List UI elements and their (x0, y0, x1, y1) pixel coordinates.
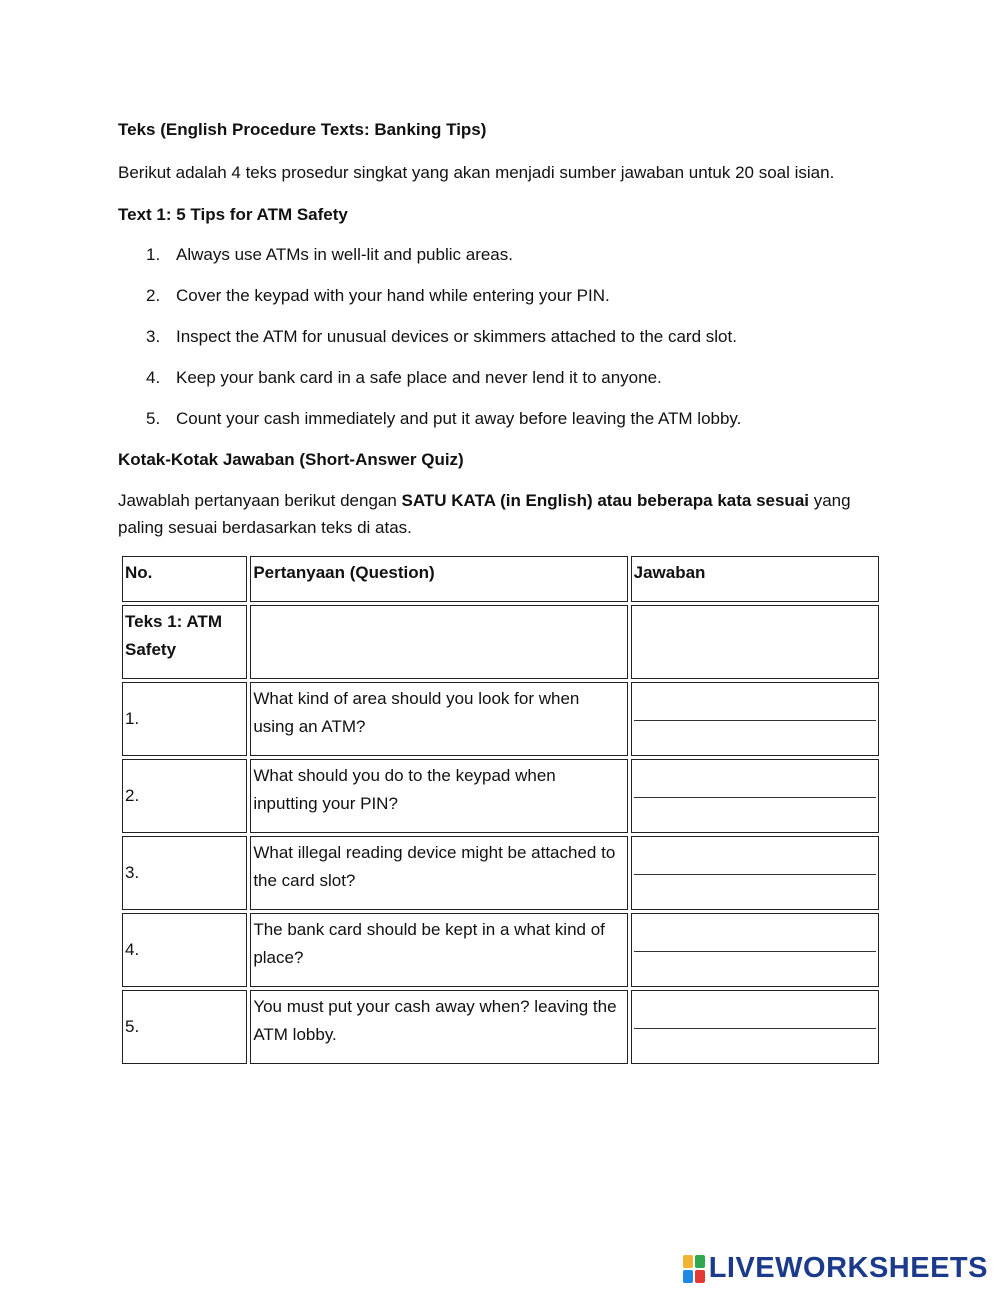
text1-heading: Text 1: 5 Tips for ATM Safety (118, 205, 348, 224)
list-item: 5. Count your cash immediately and put it away before leaving the ATM lobby. (146, 409, 742, 428)
quiz-table (119, 553, 882, 1067)
table-row (122, 990, 879, 1064)
answer-field[interactable] (631, 836, 879, 910)
quiz-instruction: Jawablah pertanyaan berikut dengan SATU KATA (in English) atau beberapa kata sesuai yang paling sesuai berdasarkan teks di atas. (118, 491, 851, 537)
intro-paragraph: Berikut adalah 4 teks prosedur singkat yang akan menjadi sumber jawaban untuk 20 soal isian. (118, 163, 835, 182)
question-text: What illegal reading device might be attached to the card slot? (250, 836, 627, 910)
list-item: 3. Inspect the ATM for unusual devices or skimmers attached to the card slot. (146, 327, 737, 346)
tips-list (118, 243, 880, 431)
question-text: The bank card should be kept in a what kind of place? (250, 913, 627, 987)
header-question: Pertanyaan (Question) (250, 556, 627, 602)
question-text: You must put your cash away when? leaving the ATM lobby. (250, 990, 627, 1064)
answer-field[interactable] (631, 990, 879, 1064)
answer-field[interactable] (631, 682, 879, 756)
question-text: What kind of area should you look for when using an ATM? (250, 682, 627, 756)
logo-mark-icon (683, 1255, 705, 1283)
table-row (122, 836, 879, 910)
question-number: 1. (122, 682, 247, 756)
header-no: No. (122, 556, 247, 602)
answer-field[interactable] (631, 913, 879, 987)
question-number: 5. (122, 990, 247, 1064)
question-number: 4. (122, 913, 247, 987)
list-item: 1. Always use ATMs in well-lit and public areas. (146, 245, 513, 264)
table-header-row (122, 556, 879, 602)
logo-text: LIVEWORKSHEETS (708, 1252, 988, 1284)
list-item: 2. Cover the keypad with your hand while entering your PIN. (146, 286, 610, 305)
table-row (122, 682, 879, 756)
question-number: 2. (122, 759, 247, 833)
document-body (118, 118, 880, 541)
header-answer: Jawaban (631, 556, 879, 602)
answer-field[interactable] (631, 759, 879, 833)
document-title: Teks (English Procedure Texts: Banking Tips) (118, 120, 487, 139)
section-row (122, 605, 879, 679)
quiz-heading: Kotak-Kotak Jawaban (Short-Answer Quiz) (118, 450, 464, 469)
liveworksheets-logo (683, 1252, 988, 1285)
table-row (122, 913, 879, 987)
question-number: 3. (122, 836, 247, 910)
list-item: 4. Keep your bank card in a safe place and never lend it to anyone. (146, 368, 662, 387)
table-row (122, 759, 879, 833)
question-text: What should you do to the keypad when inputting your PIN? (250, 759, 627, 833)
section-label: Teks 1: ATM Safety (122, 605, 247, 679)
